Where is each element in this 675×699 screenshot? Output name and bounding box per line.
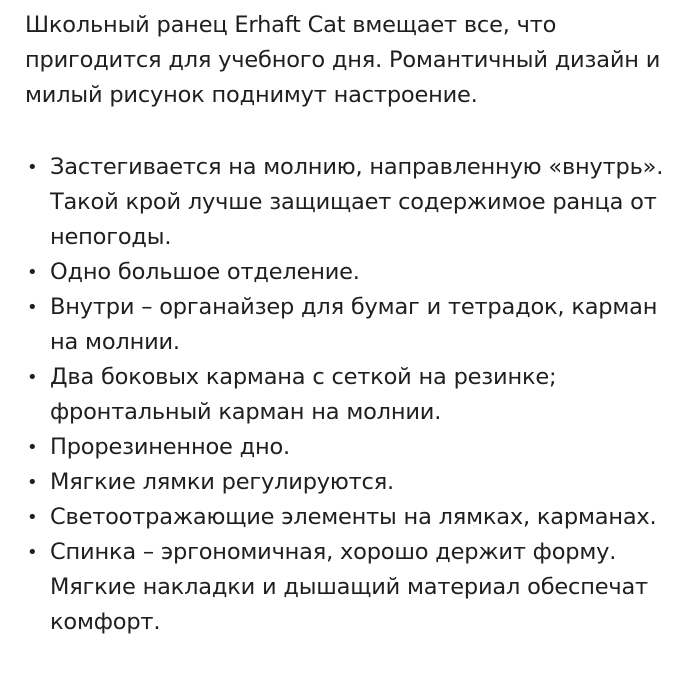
feature-text: Прорезиненное дно. (50, 434, 290, 460)
product-description (25, 8, 665, 640)
list-item (25, 430, 665, 465)
list-item (25, 535, 665, 640)
list-item (25, 255, 665, 290)
list-item (25, 465, 665, 500)
feature-text: Светоотражающие элементы на лямках, карманах. (50, 504, 657, 530)
feature-text: Спинка – эргономичная, хорошо держит форму. Мягкие накладки и дышащий материал обеспечат комфорт. (50, 539, 648, 635)
feature-list (25, 150, 665, 640)
intro-paragraph: Школьный ранец Erhaft Cat вмещает все, что пригодится для учебного дня. Романтичный дизайн и милый рисунок поднимут настроение. (25, 12, 661, 108)
bullet-icon: • (27, 507, 38, 528)
bullet-icon: • (27, 437, 38, 458)
bullet-icon: • (27, 472, 38, 493)
list-item (25, 500, 665, 535)
bullet-icon: • (27, 297, 38, 318)
bullet-icon: • (27, 367, 38, 388)
feature-text: Одно большое отделение. (50, 259, 360, 285)
list-item (25, 290, 665, 360)
feature-text: Мягкие лямки регулируются. (50, 469, 395, 495)
feature-text: Застегивается на молнию, направленную «внутрь». Такой крой лучше защищает содержимое ранца от непогоды. (50, 154, 664, 250)
feature-text: Внутри – органайзер для бумаг и тетрадок, карман на молнии. (50, 294, 658, 355)
feature-text: Два боковых кармана с сеткой на резинке; фронтальный карман на молнии. (50, 364, 557, 425)
list-item (25, 150, 665, 255)
bullet-icon: • (27, 262, 38, 283)
bullet-icon: • (27, 542, 38, 563)
bullet-icon: • (27, 157, 38, 178)
list-item (25, 360, 665, 430)
